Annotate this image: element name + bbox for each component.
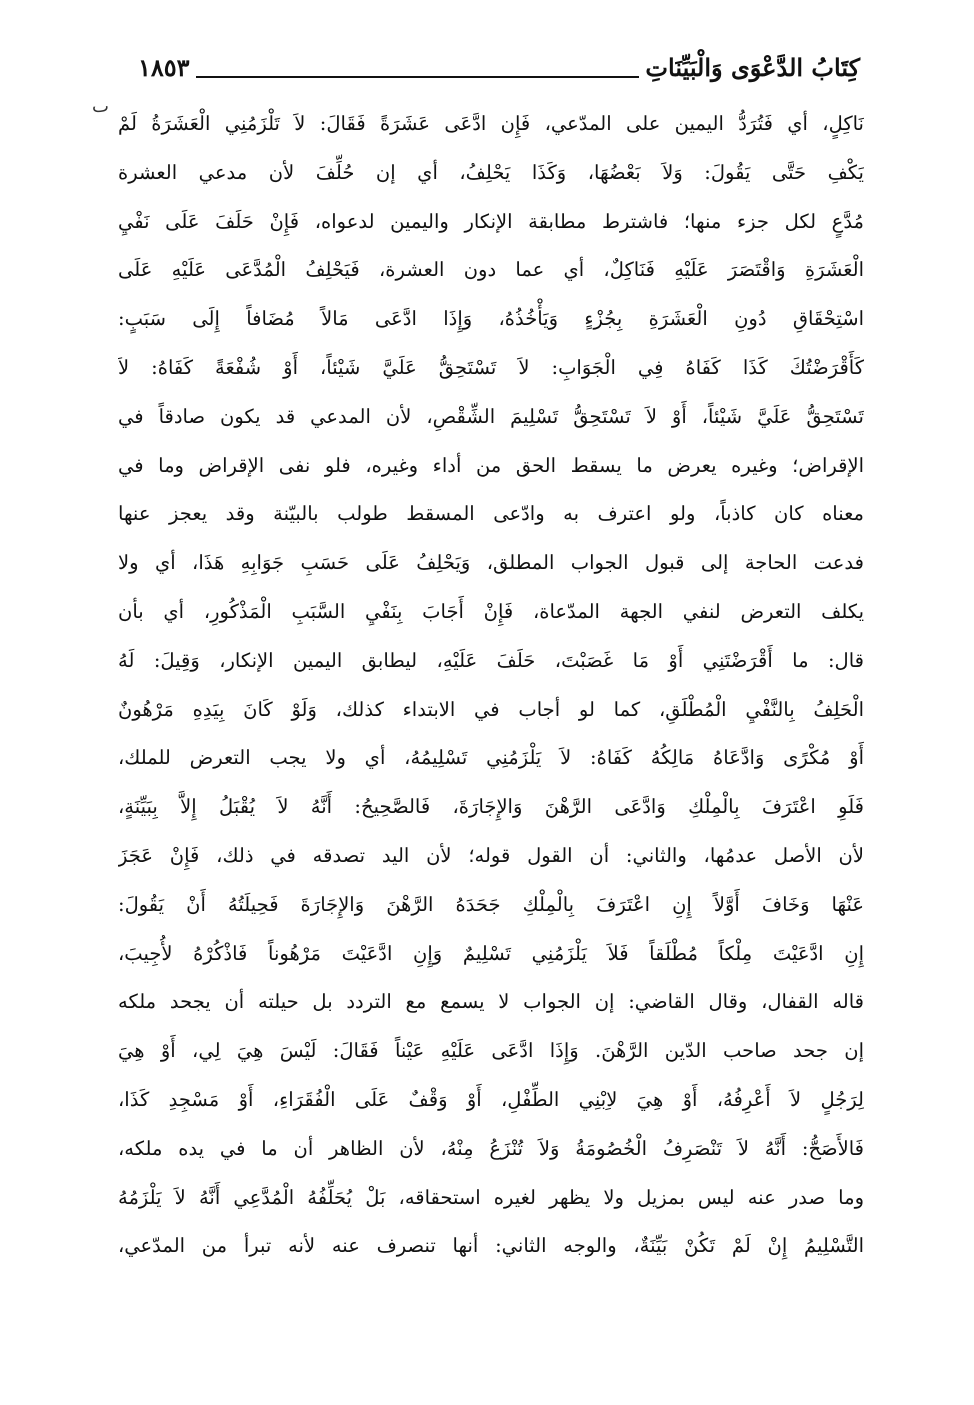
text-line: اسْتِحْقَاقِ دُونِ الْعَشَرَةِ بِجُزْءٍ وَيَأْخُذُهُ، وَإِذَا ادَّعَى مَالاً مُضَافاً إِلَى سَبَبٍ: (118, 307, 864, 331)
text-line: كَأَقْرَضْتُكَ كَذَا كَفَاهُ فِي الْجَوَابِ: لاَ تَسْتَحِقُّ عَلَيَّ شَيْئاً، أَوْ شُفْعَةً كَفَاهُ: لاَ (118, 355, 864, 379)
text-line: نَاكِلٍ، أي فَتُرَدُّ اليمين على المدّعي، فَإِن ادَّعَى عَشَرَةً فَقَالَ: لاَ تَلْزَمُنِي الْعَشَرَةُ لَمْ (118, 112, 864, 135)
text-line: الْحَلِفُ بِالنَّفْيِ الْمُطْلَقِ، كما لو أجاب في الابتداء كذلك، وَلَوْ كَانَ بِيَدِهِ مَرْهُونٌ (118, 697, 864, 721)
text-line: فَلَوِ اعْتَرَفَ بِالْمِلْكِ وَادَّعَى الرَّهْنَ وَالإِجَارَةَ، فَالصَّحِيحُ: أَنَّهُ لاَ يُقْبَلُ إِلاَّ بِبَيِّنَةٍ، (118, 795, 864, 819)
body-text (118, 100, 864, 1271)
text-line: فَالأَصَحُّ: أَنَّهُ لاَ تَنْصَرِفُ الْخُصُومَةُ وَلاَ تُنْزَعُ مِنْهُ، لأن الظاهر أن ما في يده ملكه، (118, 1136, 864, 1160)
text-line: إِنِ ادَّعَيْتَ مِلْكاً مُطْلَقاً فَلاَ يَلْزَمُنِي تَسْلِيمٌ وَإِنِ ادَّعَيْتَ مَرْهُوناً فَاذْكُرْهُ لأُجِيبَ، (118, 941, 864, 965)
text-line: لِرَجُلٍ لاَ أَعْرِفُهُ، أَوْ هِيَ لاِبْنِي الطِّفْلِ، أَوْ وَقْفٌ عَلَى الْفُقَرَاءِ، أَوْ مَسْجِدِ كَذَا، (118, 1087, 864, 1111)
text-line: قاله القفال، وقال القاضي: إن الجواب لا يسمع مع التردد بل حيلته أن يجحد ملكه (118, 990, 864, 1014)
header-rule (196, 76, 640, 78)
text-line: لأن الأصل عدمُها، والثاني: أن القول قوله؛ لأن اليد تصدقه في ذلك، فَإِنْ عَجَزَ (118, 843, 864, 867)
text-line: الإقراض؛ وغيره يعرض ما يسقط الحق من أداء وغيره، فلو نفى الإقراض وما في (118, 453, 864, 477)
text-line: التَّسْلِيمُ إِنْ لَمْ تَكُنْ بَيِّنَةٌ، والوجه الثاني: أنها تنصرف عنه لأنه تبرأ من المدّعي، (118, 1234, 864, 1258)
text-line: الْعَشَرَةِ وَاقْتَصَرَ عَلَيْهِ فَنَاكِلٌ، أي عما دون العشرة، فَيَحْلِفُ الْمُدَّعَى عَلَيْهِ عَلَى (118, 258, 864, 282)
text-line: معناه كان كاذباً، ولو اعترف به وادّعى المسقط طولب بالبيّنة وقد يعجز عنها (118, 502, 864, 526)
page-number: ١٨٥٣ (138, 53, 190, 82)
text-line: يَكْفِ حَتَّى يَقُولَ: وَلاَ بَعْضُهَا، وَكَذَا يَحْلِفُ، أي إن حُلِّفَ لأن مدعي العشرة (118, 160, 864, 184)
text-line: يكلف التعرض لنفي الجهة المدّعاة، فَإِنْ أَجَابَ بِنَفْيِ السَّبَبِ الْمَذْكُورِ، أي بأن (118, 599, 864, 623)
text-line: قال: ما أَقْرَضْتَنِي أَوْ مَا غَصَبْتَ، حَلَفَ عَلَيْهِ، ليطابق اليمين الإنكار، وَقِيلَ: لَهُ (118, 648, 864, 672)
margin-mark: ٮ (92, 96, 109, 117)
text-line: عَنْهَا وَخَافَ أَوَّلاً إِنِ اعْتَرَفَ بِالْمِلْكِ جَحَدَهُ الرَّهْنَ وَالإِجَارَةَ فَحِيلَتُهُ أَنْ يَقُولَ: (118, 892, 864, 916)
text-line: إن جحد صاحب الدّين الرَّهْنَ. وَإِذَا ادَّعَى عَلَيْهِ عَيْناً فَقَالَ: لَيْسَ هِيَ لِي، أَوْ هِيَ (118, 1039, 864, 1063)
text-line: تَسْتَحِقُّ عَلَيَّ شَيْئاً، أَوْ لاَ تَسْتَحِقُّ تَسْلِيمَ الشِّقْصِ، لأن المدعي قد يكون صادقاً في (118, 404, 864, 428)
text-line: فدعت الحاجة إلى قبول الجواب المطلق، وَيَحْلِفُ عَلَى حَسَبِ جَوَابِهِ هَذَا، أي ولا (118, 551, 864, 575)
running-header (138, 38, 860, 82)
text-line: وما صدر عنه ليس بمزيل ولا يظهر لغيره استحقاقه، بَلْ يُحَلِّفُهُ الْمُدَّعِي أَنَّهُ لاَ يَلْزَمُهُ (118, 1185, 864, 1209)
text-line: أَوْ مُكْرًى وَادَّعَاهُ مَالِكُهُ كَفَاهُ: لاَ يَلْزَمُنِي تَسْلِيمُهُ، أي ولا يجب التعرض للملك، (118, 746, 864, 770)
book-title: كِتَابُ الدَّعْوَى وَالْبَيِّنَاتِ (645, 53, 860, 82)
text-line: مُدَّعٍ لكل جزء منها؛ فاشترط مطابقة الإنكار واليمين لدعواه، فَإِنْ حَلَفَ عَلَى نَفْيِ (118, 209, 864, 233)
